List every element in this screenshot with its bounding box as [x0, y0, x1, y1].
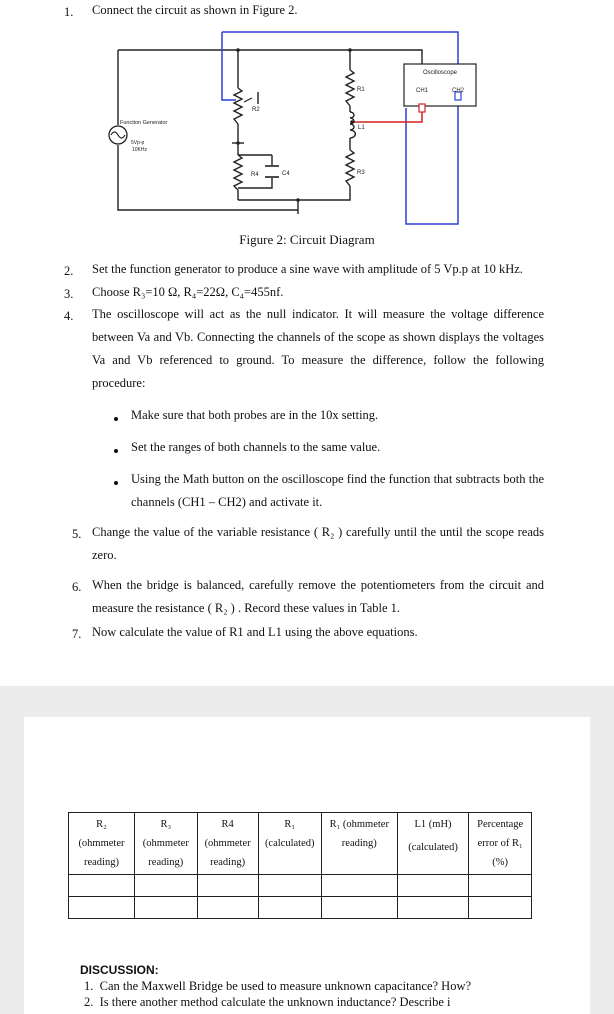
step-4-number: 4.: [64, 309, 74, 323]
circuit-diagram: [0, 0, 614, 250]
bullet-1-text: Make sure that both probes are in the 10x setting.: [131, 408, 379, 422]
oscilloscope-label: Oscilloscope: [422, 70, 458, 76]
amplitude-label: 5Vp-p: [131, 140, 145, 146]
step-3-text: Choose R₃=10 Ω, R₄=22Ω, C₄=455nf.: [92, 285, 284, 299]
step-5-number: 5.: [72, 527, 82, 541]
header-r1-ohmmeter: R₁ (ohmmeter reading): [321, 813, 397, 875]
bullet-dot: [114, 417, 118, 421]
results-table: [68, 812, 532, 919]
discussion-title: DISCUSSION:: [80, 963, 159, 977]
step-6-text: When the bridge is balanced, carefully remove the potentiometers from the circuit and measure the resistance ( R₂ ) . Record these values in Table 1.: [92, 578, 544, 615]
step-1-number: 1.: [64, 5, 74, 19]
step-6-number: 6.: [72, 580, 82, 594]
c4-label: C4: [282, 171, 290, 177]
header-r2: R₂ (ohmmeter reading): [69, 813, 135, 875]
r4-label: R4: [251, 172, 259, 178]
step-1-text: Connect the circuit as shown in Figure 2.: [92, 3, 298, 17]
bullet-3-text: Using the Math button on the oscilloscope find the function that subtracts both the channels (CH1 – CH2) and activate it.: [131, 472, 544, 509]
resistor-r2: [234, 88, 242, 124]
ch1-label: CH1: [415, 88, 429, 94]
step-3-number: 3.: [64, 287, 74, 301]
step-2-text: Set the function generator to produce a sine wave with amplitude of 5 Vp.p at 10 kHz.: [92, 262, 523, 276]
function-generator-label: Function Generator: [120, 120, 168, 126]
table-row: [69, 897, 532, 919]
header-percentage-error: Percentage error of R₁ (%): [469, 813, 532, 875]
inductor-l1: [350, 112, 355, 138]
table-header-row: [69, 813, 532, 875]
ch2-label: CH2: [451, 88, 465, 94]
discussion-item-2: 2. Is there another method calculate the unknown inductance? Describe i: [84, 995, 451, 1009]
step-2-number: 2.: [64, 264, 74, 278]
bullet-2-text: Set the ranges of both channels to the same value.: [131, 440, 381, 454]
step-7-number: 7.: [72, 627, 82, 641]
step-7-text: Now calculate the value of R1 and L1 using the above equations.: [92, 625, 418, 639]
resistor-r3: [346, 150, 354, 186]
bullet-dot: [114, 481, 118, 485]
resistor-r1: [346, 70, 354, 106]
step-5-text: Change the value of the variable resistance ( R₂ ) carefully until the until the scope reads zero.: [92, 525, 544, 562]
header-l1: L1 (mH) (calculated): [397, 813, 469, 875]
header-r1-calculated: R₁ (calculated): [258, 813, 321, 875]
frequency-label: 10KHz: [132, 147, 148, 153]
header-r4: R4 (ohmmeter reading): [197, 813, 258, 875]
resistor-r4: [234, 155, 242, 190]
r2-label: R2: [252, 107, 260, 113]
capacitor-c4: [265, 166, 279, 177]
r3-label: R3: [357, 170, 365, 176]
l1-label: L1: [358, 125, 365, 131]
step-4-text: The oscilloscope will act as the null indicator. It will measure the voltage difference between Va and Vb. Connecting the channels of the scope as shown displays the voltages Va and Vb referenced to ground. To measure the difference, follow the following procedure:: [92, 307, 544, 390]
bullet-dot: [114, 449, 118, 453]
discussion-item-1: 1. Can the Maxwell Bridge be used to measure unknown capacitance? How?: [84, 979, 472, 993]
r1-label: R1: [357, 87, 365, 93]
figure-caption: Figure 2: Circuit Diagram: [239, 232, 375, 247]
table-row: [69, 875, 532, 897]
header-r3: R₃ (ohmmeter reading): [134, 813, 197, 875]
